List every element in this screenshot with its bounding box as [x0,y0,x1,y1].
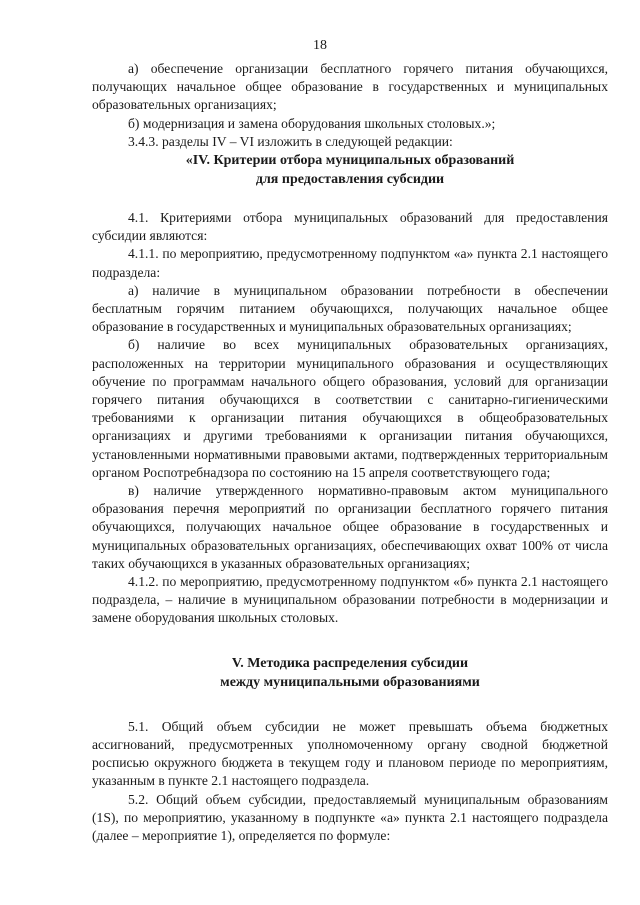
paragraph-4-1: 4.1. Критериями отбора муниципальных образований для предоставления субсидии являются: [92,210,608,244]
paragraph-3-4-2-b: б) модернизация и замена оборудования школьных столовых.»; [128,115,496,131]
spacer [92,692,608,718]
paragraph-4-1-2: 4.1.2. по мероприятию, предусмотренному подпунктом «б» пункта 2.1 настоящего подраздела, – наличие в муниципальном образовании потребности в модернизации и замене оборудования школьных столовых. [92,574,608,626]
document-body [92,60,608,845]
spacer [92,628,608,654]
section-5-heading-line2: между муниципальными образованиями [220,674,480,690]
section-4-heading-line2: для предоставления субсидии [255,172,445,188]
paragraph-4-1-1-v: в) наличие утвержденного нормативно-правовым актом муниципального образования перечня мероприятий по организации бесплатного горячего питания обучающихся, получающих начальное общее образование в государственных и муниципальных образовательных организациях, обеспечивающих охват 100% от числа таких обучающихся в указанных образовательных организациях; [92,483,608,571]
paragraph-3-4-3: 3.4.3. разделы IV – VI изложить в следующей редакции: [128,133,453,149]
spacer [92,189,608,209]
page-number: 18 [313,38,327,53]
paragraph-3-4-2-a: а) обеспечение организации бесплатного горячего питания обучающихся, получающих начальное общее образование в государственных и муниципальных образовательных организациях; [92,61,608,113]
paragraph-5-2: 5.2. Общий объем субсидии, предоставляемый муниципальным образованиям (1S), по мероприятию, указанному в подпункте «а» пункта 2.1 настоящего подраздела (далее – мероприятие 1), определяется по формуле: [92,791,608,843]
paragraph-4-1-1-b: б) наличие во всех муниципальных образовательных организациях, расположенных на территории муниципального образования и осуществляющих обучение по программам начального общего образования, условий для организации горячего питания обучающихся в соответствии с санитарно-гигиеническими требованиями к организации питания обучающихся в общеобразовательных организациях и другими требованиями к организации питания обучающихся, установленными нормативными правовыми актами, подтвержденных территориальным органом Роспотребнадзора по состоянию на 15 апреля соответствующего года; [92,337,608,480]
paragraph-4-1-1: 4.1.1. по мероприятию, предусмотренному подпунктом «а» пункта 2.1 настоящего подраздела: [92,246,608,280]
paragraph-4-1-1-a: а) наличие в муниципальном образовании потребности в обеспечении бесплатным горячим питанием обучающихся, получающих начальное общее образование в государственных и муниципальных образовательных организациях; [92,282,608,335]
paragraph-5-1: 5.1. Общий объем субсидии не может превышать объема бюджетных ассигнований, предусмотренных уполномоченному органу сводной бюджетной росписью окружного бюджета в текущем году и плановом периоде по мероприятиям, указанным в пункте 2.1 настоящего подраздела. [92,718,608,789]
section-5-heading-line1: V. Методика распределения субсидии [231,655,469,671]
section-4-heading-line1: «IV. Критерии отбора муниципальных образований [185,153,515,169]
